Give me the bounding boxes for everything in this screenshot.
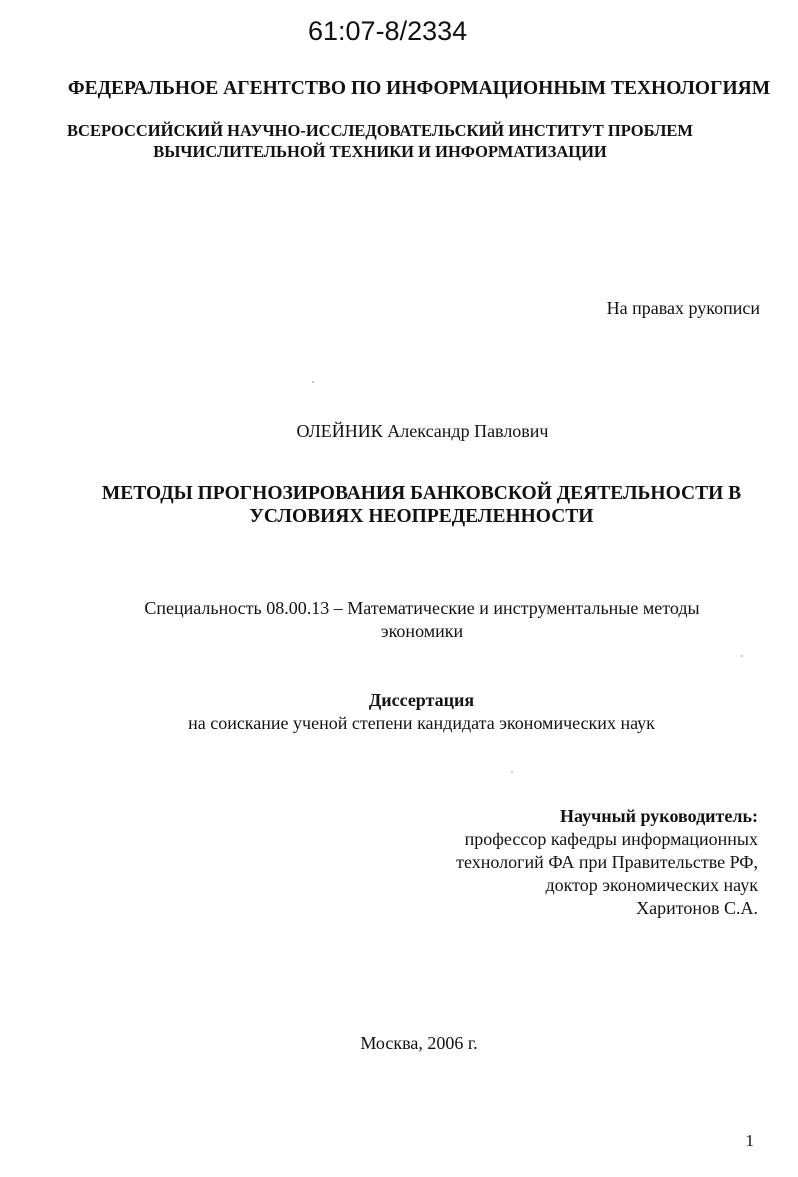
scan-speck <box>312 381 314 383</box>
dissertation-title <box>40 482 798 528</box>
degree-text: на соискание ученой степени кандидата экономических наук <box>188 713 655 733</box>
author-name: ОЛЕЙНИК Александр Павлович <box>296 421 549 441</box>
institute-line-1: ВСЕРОССИЙСКИЙ НАУЧНО-ИССЛЕДОВАТЕЛЬСКИЙ ИНСТИТУТ ПРОБЛЕМ <box>67 121 693 140</box>
scan-speck <box>511 771 513 773</box>
supervisor-line: профессор кафедры информационных <box>464 829 758 849</box>
page-number: 1 <box>745 1131 754 1150</box>
institute-name <box>0 120 760 162</box>
institute-line-2: ВЫЧИСЛИТЕЛЬНОЙ ТЕХНИКИ И ИНФОРМАТИЗАЦИИ <box>153 142 607 161</box>
supervisor-line: доктор экономических наук <box>545 875 758 895</box>
supervisor-line: Харитонов С.А. <box>636 898 758 918</box>
title-line-2: УСЛОВИЯХ НЕОПРЕДЕЛЕННОСТИ <box>249 506 594 527</box>
supervisor-line: технологий ФА при Правительстве РФ, <box>456 852 758 872</box>
specialty-line-1: Специальность 08.00.13 – Математические и инструментальные методы <box>144 598 700 618</box>
catalog-number: 61:07-8/2334 <box>308 16 468 46</box>
supervisor-heading: Научный руководитель: <box>560 806 758 826</box>
specialty <box>60 597 784 643</box>
specialty-line-2: экономики <box>380 621 464 641</box>
title-line-1: МЕТОДЫ ПРОГНОЗИРОВАНИЯ БАНКОВСКОЙ ДЕЯТЕЛЬНОСТИ В <box>101 483 742 504</box>
scan-speck <box>741 655 743 657</box>
supervisor-block <box>456 805 758 920</box>
city-year: Москва, 2006 г. <box>360 1033 478 1053</box>
degree-block <box>40 689 798 735</box>
agency-name: ФЕДЕРАЛЬНОЕ АГЕНТСТВО ПО ИНФОРМАЦИОННЫМ ТЕХНОЛОГИЯМ <box>67 78 771 99</box>
manuscript-note: На правах рукописи <box>606 298 760 318</box>
degree-heading: Диссертация <box>368 690 475 710</box>
